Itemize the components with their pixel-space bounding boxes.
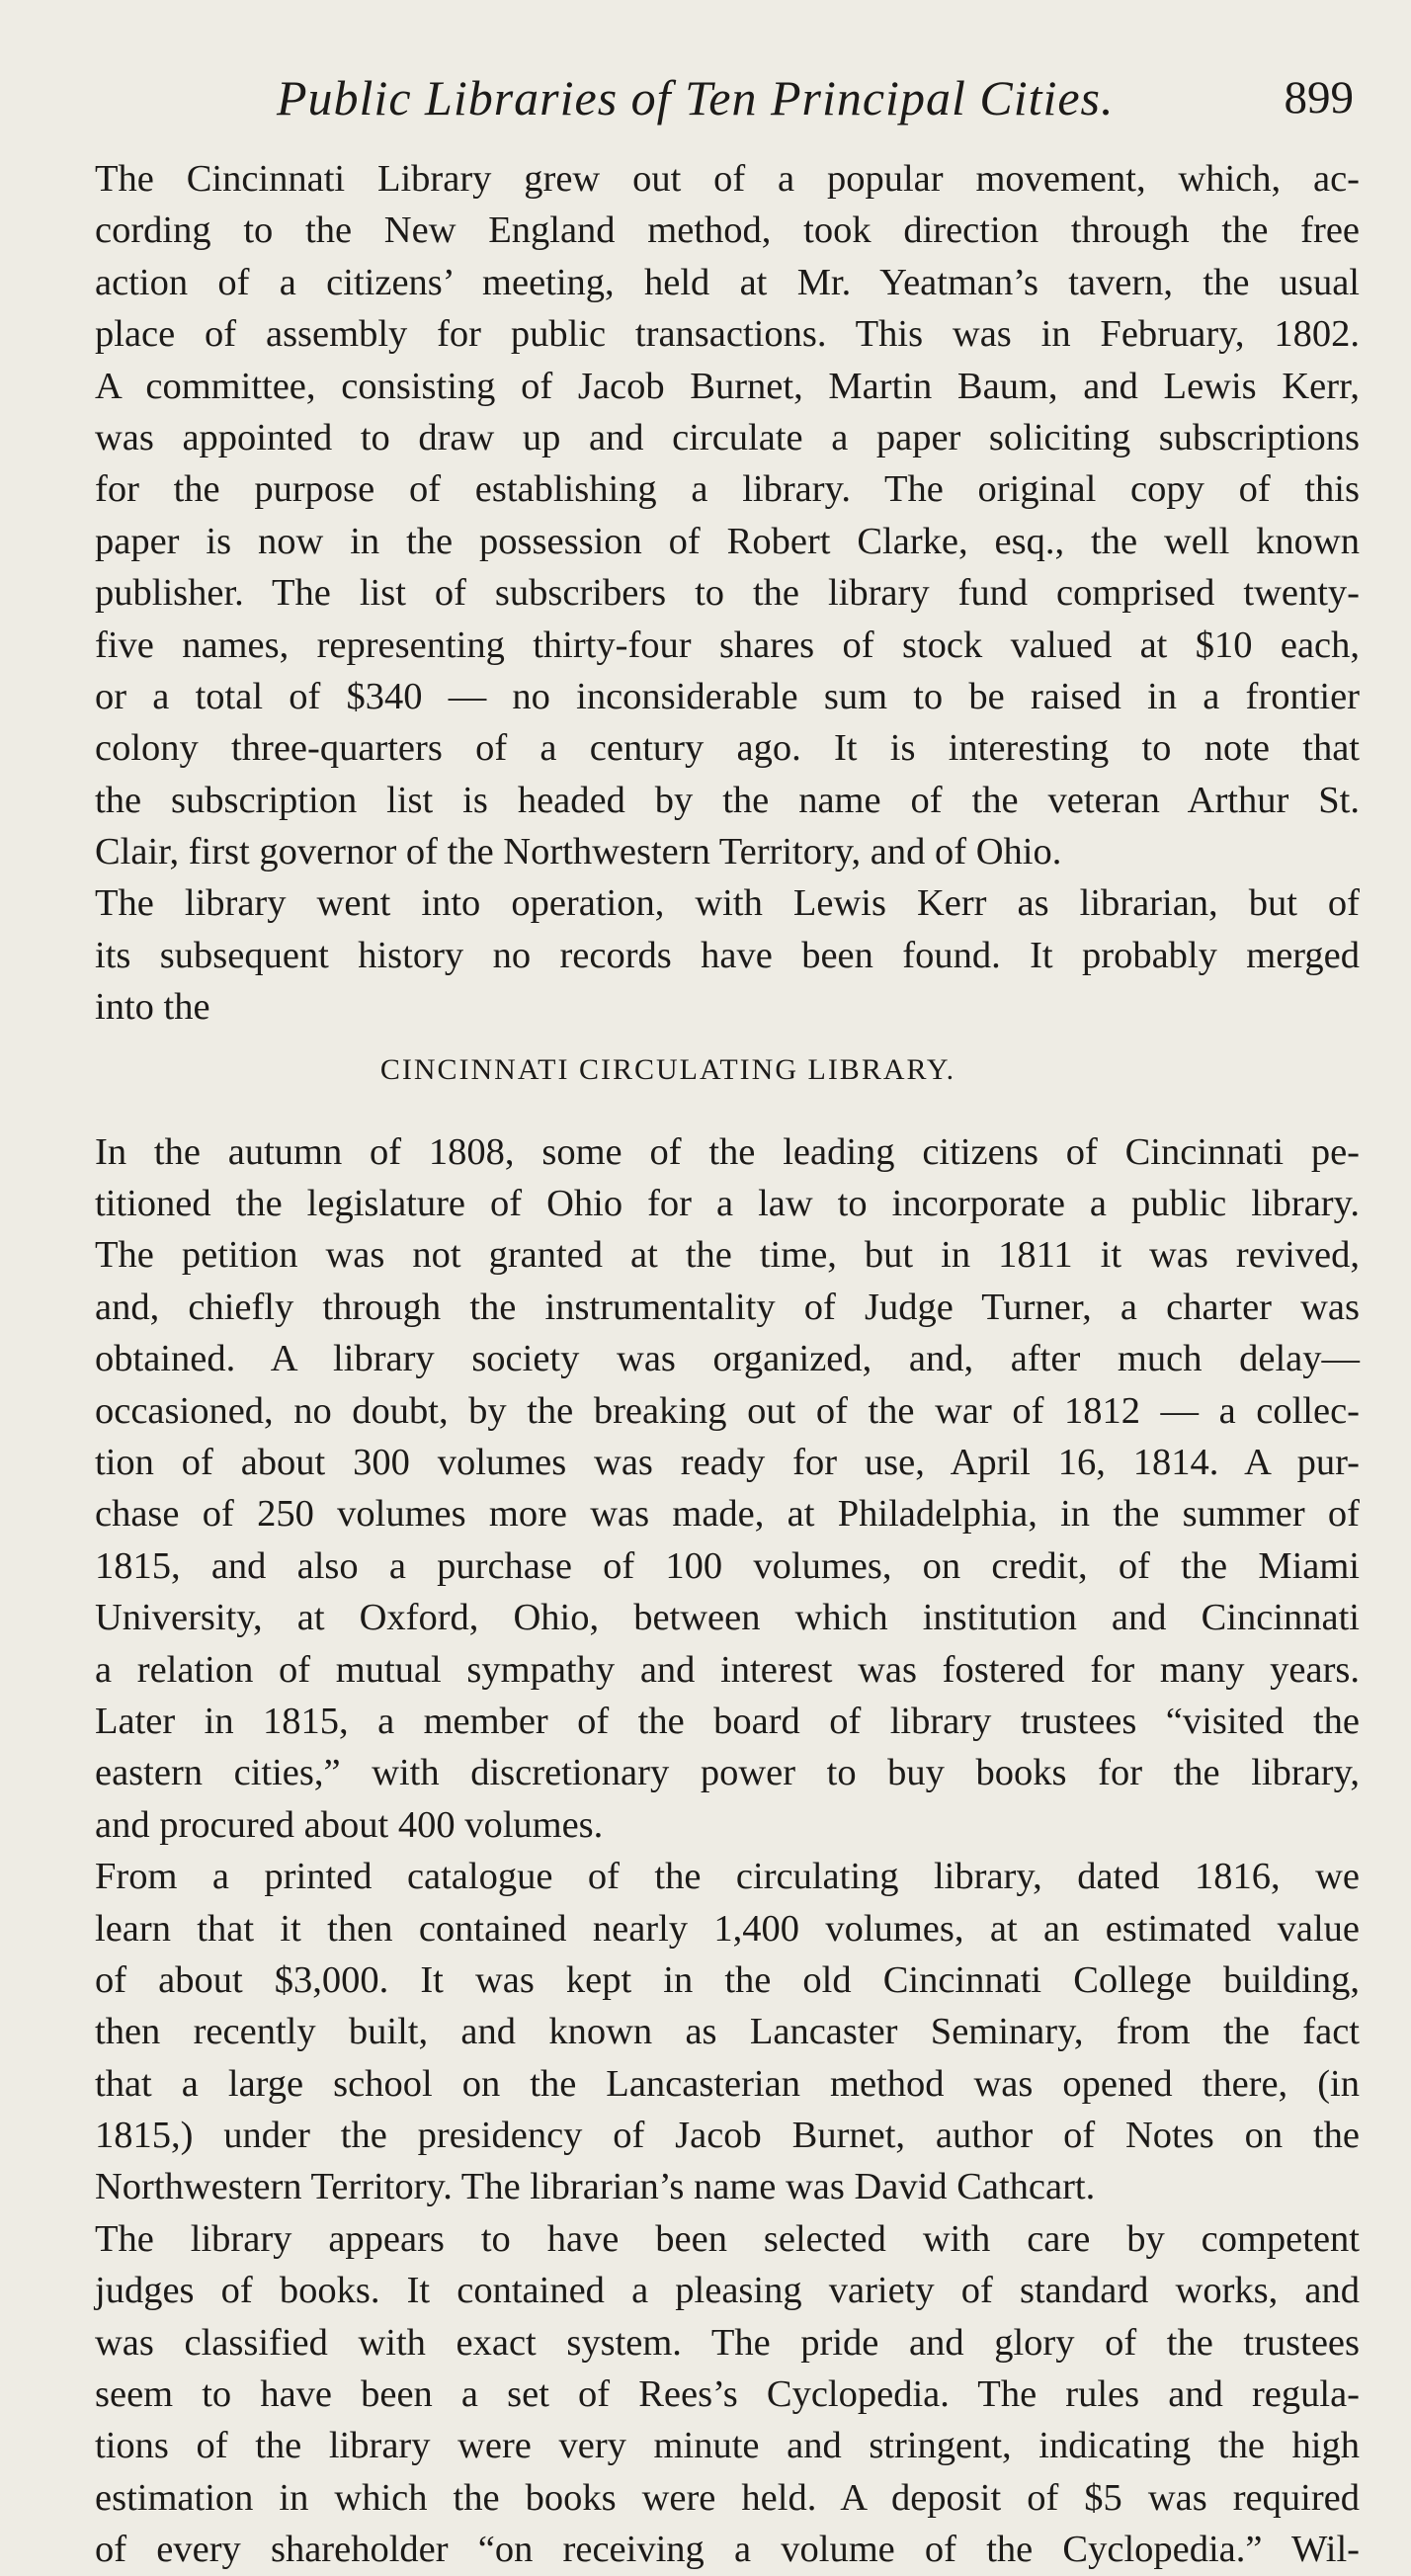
text-line: In the autumn of 1808, some of the leading citizens of Cincinnati pe- [95,1130,1360,1173]
paragraph-5 [95,2213,1360,2576]
text-line: From a printed catalogue of the circulating library, dated 1816, we [95,1856,1360,1898]
text-line: learn that it then contained nearly 1,400 volumes, at an estimated value [95,1907,1360,1950]
text-line: tions of the library were very minute and stringent, indicating the high [95,2425,1360,2467]
text-line: of every shareholder “on receiving a volume of the Cyclopedia.” Wil- [95,2529,1360,2571]
running-title: Public Libraries of Ten Principal Cities. [277,70,1115,125]
text-line: occasioned, no doubt, by the breaking out of the war of 1812 — a collec- [95,1389,1360,1432]
text-line: obtained. A library society was organized, and, after much delay— [95,1338,1360,1380]
text-line: tion of about 300 volumes was ready for use, April 16, 1814. A pur- [95,1441,1360,1483]
body-text [95,153,1360,2576]
text-line: titioned the legislature of Ohio for a law to incorporate a public library. [95,1183,1360,1225]
text-line: or a total of $340 — no inconsiderable sum to be raised in a frontier [95,675,1360,717]
text-line: The Cincinnati Library grew out of a popular movement, which, ac- [95,158,1360,200]
text-line: estimation in which the books were held. A deposit of $5 was required [95,2476,1360,2519]
text-line: The petition was not granted at the time, but in 1811 it was revived, [95,1234,1360,1277]
section-heading: CINCINNATI CIRCULATING LIBRARY. [379,1052,956,1086]
text-line: University, at Oxford, Ohio, between which institution and Cincinnati [95,1597,1360,1639]
text-line: its subsequent history no records have been found. It probably merged [95,934,1360,976]
text-line: A committee, consisting of Jacob Burnet, Martin Baum, and Lewis Kerr, [95,365,1360,407]
text-line: cording to the New England method, took direction through the free [95,209,1360,252]
text-line: Later in 1815, a member of the board of library trustees “visited the [95,1700,1360,1742]
text-line: five names, representing thirty-four shares of stock valued at $10 each, [95,623,1360,666]
text-line: and, chiefly through the instrumentality of Judge Turner, a charter was [95,1286,1360,1328]
text-line: 1815,) under the presidency of Jacob Burnet, author of Notes on the [95,2115,1360,2157]
text-line: was classified with exact system. The pride and glory of the trustees [95,2321,1360,2364]
text-line: and procured about 400 volumes. [95,1803,604,1846]
text-line: was appointed to draw up and circulate a paper soliciting subscriptions [95,416,1360,458]
text-line: Northwestern Territory. The librarian’s name was David Cathcart. [95,2166,1096,2208]
text-line: then recently built, and known as Lancaster Seminary, from the fact [95,2011,1360,2053]
page-number: 899 [1284,72,1354,124]
text-line: The library appears to have been selected with care by competent [95,2217,1360,2260]
text-line: into the [95,986,210,1029]
text-line: Clair, first governor of the Northwestern Territory, and of Ohio. [95,831,1062,873]
text-line: place of assembly for public transactions. This was in February, 1802. [95,313,1360,356]
text-line: paper is now in the possession of Robert Clarke, esq., the well known [95,520,1360,562]
paragraph-1 [95,153,1360,877]
text-line: publisher. The list of subscribers to the library fund comprised twenty- [95,572,1360,615]
text-line: the subscription list is headed by the name of the veteran Arthur St. [95,779,1360,821]
text-line: a relation of mutual sympathy and interest was fostered for many years. [95,1648,1360,1691]
text-line: of about $3,000. It was kept in the old Cincinnati College building, [95,1958,1360,2001]
text-line: The library went into operation, with Lewis Kerr as librarian, but of [95,882,1360,925]
paragraph-2 [95,877,1360,1033]
page-header [0,63,1411,132]
text-line: seem to have been a set of Rees’s Cyclopedia. The rules and regula- [95,2373,1360,2416]
text-line: 1815, and also a purchase of 100 volumes, on credit, of the Miami [95,1544,1360,1587]
text-line: that a large school on the Lancasterian method was opened there, (in [95,2062,1360,2105]
text-line: colony three-quarters of a century ago. It is interesting to note that [95,727,1360,770]
text-line: judges of books. It contained a pleasing variety of standard works, and [95,2270,1360,2312]
paragraph-4 [95,1851,1360,2213]
text-line: eastern cities,” with discretionary power to buy books for the library, [95,1752,1360,1794]
text-line: action of a citizens’ meeting, held at Mr. Yeatman’s tavern, the usual [95,261,1360,303]
paragraph-3 [95,1126,1360,1851]
text-line: for the purpose of establishing a library. The original copy of this [95,468,1360,511]
text-line: chase of 250 volumes more was made, at Philadelphia, in the summer of [95,1493,1360,1536]
